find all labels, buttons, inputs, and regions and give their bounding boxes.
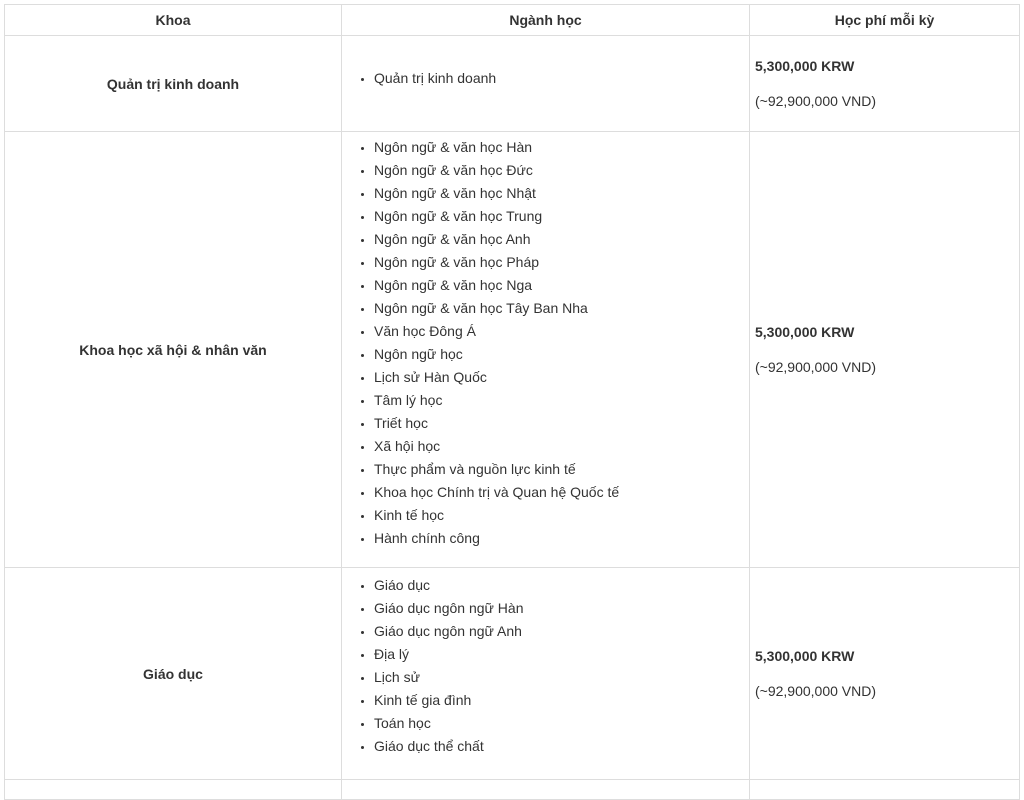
major-item: • Ngôn ngữ & văn học Hàn	[374, 136, 749, 159]
major-item: • Khoa học Chính trị và Quan hệ Quốc tế	[374, 481, 749, 504]
header-faculty: Khoa	[5, 5, 342, 36]
major-item: • Ngôn ngữ & văn học Đức	[374, 159, 749, 182]
table-row-partial	[5, 780, 1020, 800]
majors-list	[342, 574, 749, 758]
fee-cell	[750, 568, 1020, 780]
table-row	[5, 568, 1020, 780]
majors-cell	[342, 568, 750, 780]
major-item: • Kinh tế gia đình	[374, 689, 749, 712]
fee-krw: 5,300,000 KRW	[755, 58, 855, 74]
faculty-cell: Quản trị kinh doanh	[5, 36, 342, 132]
major-item: • Thực phẩm và nguồn lực kinh tế	[374, 458, 749, 481]
major-item: • Tâm lý học	[374, 389, 749, 412]
table-row	[5, 132, 1020, 568]
majors-cell	[342, 132, 750, 568]
major-item: • Ngôn ngữ & văn học Nga	[374, 274, 749, 297]
majors-list	[342, 67, 749, 90]
majors-list	[342, 136, 749, 550]
major-item: • Ngôn ngữ & văn học Anh	[374, 228, 749, 251]
table-header-row	[5, 5, 1020, 36]
tuition-table	[4, 4, 1020, 800]
major-item: • Ngôn ngữ & văn học Pháp	[374, 251, 749, 274]
major-item: • Giáo dục ngôn ngữ Hàn	[374, 597, 749, 620]
major-item: • Văn học Đông Á	[374, 320, 749, 343]
fee-krw: 5,300,000 KRW	[755, 324, 855, 340]
major-item: • Toán học	[374, 712, 749, 735]
table-row	[5, 36, 1020, 132]
major-item: • Ngôn ngữ & văn học Tây Ban Nha	[374, 297, 749, 320]
fee-vnd: (~92,900,000 VND)	[755, 683, 877, 699]
major-item: • Lịch sử	[374, 666, 749, 689]
major-item: • Lịch sử Hàn Quốc	[374, 366, 749, 389]
header-major: Ngành học	[342, 5, 750, 36]
fee-krw: 5,300,000 KRW	[755, 648, 855, 664]
major-item: • Giáo dục	[374, 574, 749, 597]
major-item: • Kinh tế học	[374, 504, 749, 527]
fee-cell	[750, 36, 1020, 132]
major-item: • Triết học	[374, 412, 749, 435]
faculty-cell: Giáo dục	[5, 568, 342, 780]
faculty-cell: Khoa học xã hội & nhân văn	[5, 132, 342, 568]
major-item: • Quản trị kinh doanh	[374, 67, 749, 90]
major-item: • Hành chính công	[374, 527, 749, 550]
major-item: • Ngôn ngữ & văn học Nhật	[374, 182, 749, 205]
major-item: • Xã hội học	[374, 435, 749, 458]
major-item: • Giáo dục thể chất	[374, 735, 749, 758]
fee-vnd: (~92,900,000 VND)	[755, 359, 877, 375]
majors-cell	[342, 36, 750, 132]
major-item: • Ngôn ngữ học	[374, 343, 749, 366]
major-item: • Giáo dục ngôn ngữ Anh	[374, 620, 749, 643]
header-fee: Học phí mỗi kỳ	[750, 5, 1020, 36]
major-item: • Địa lý	[374, 643, 749, 666]
fee-vnd: (~92,900,000 VND)	[755, 93, 877, 109]
major-item: • Ngôn ngữ & văn học Trung	[374, 205, 749, 228]
fee-cell	[750, 132, 1020, 568]
